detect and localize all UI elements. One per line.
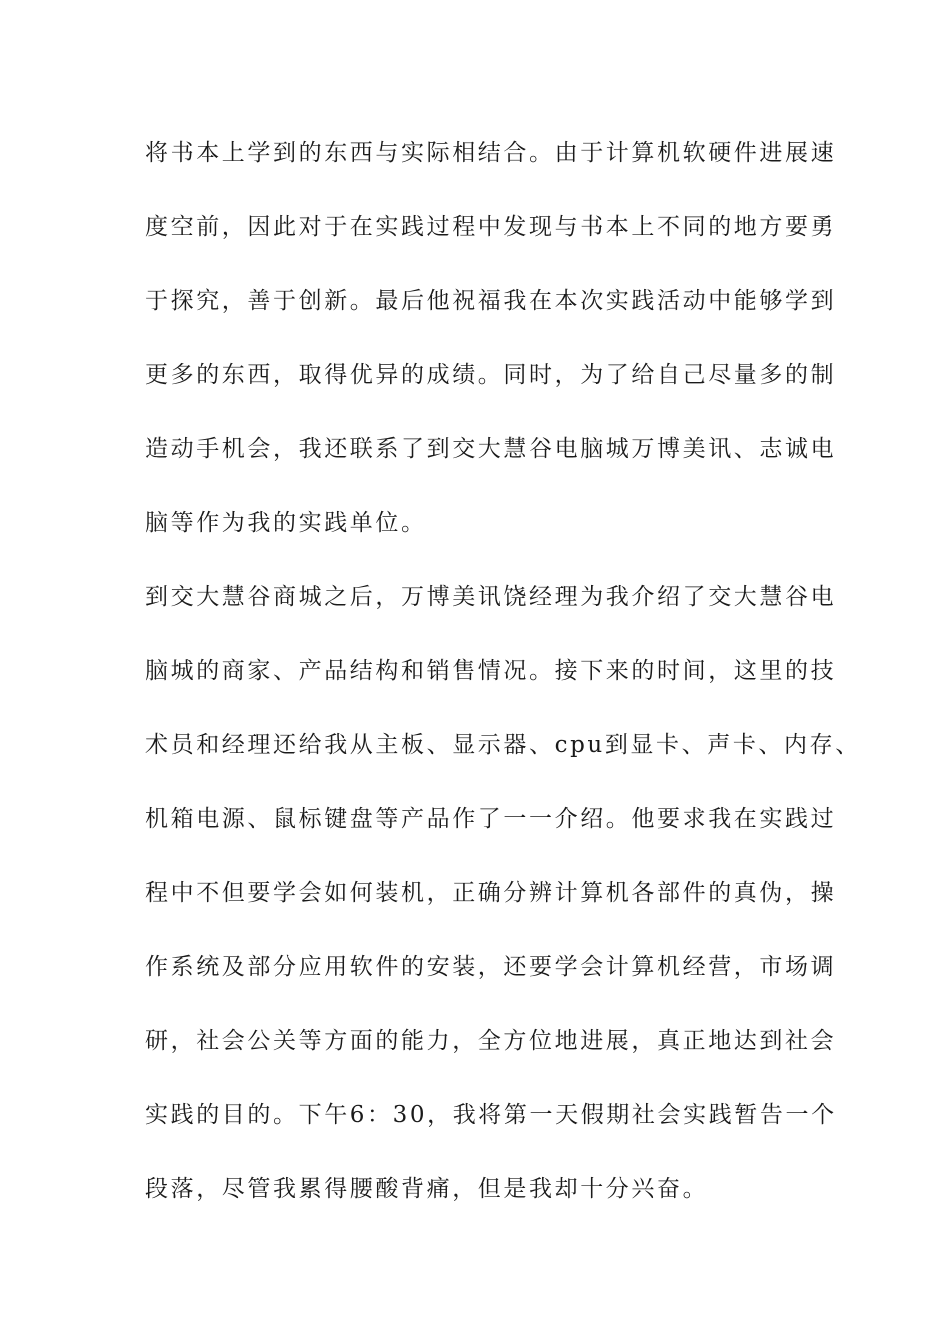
text-line: 到交大慧谷商城之后，万博美讯饶经理为我介绍了交大慧谷电 bbox=[145, 584, 837, 610]
text-line: 术员和经理还给我从主板、显示器、cpu到显卡、声卡、内存、 bbox=[145, 732, 861, 758]
text-line: 脑城的商家、产品结构和销售情况。接下来的时间，这里的技 bbox=[145, 658, 837, 684]
text-line: 脑等作为我的实践单位。 bbox=[145, 510, 427, 536]
text-line: 段落，尽管我累得腰酸背痛，但是我却十分兴奋。 bbox=[145, 1176, 709, 1202]
text-line: 研，社会公关等方面的能力，全方位地进展，真正地达到社会 bbox=[145, 1028, 837, 1054]
text-line: 于探究，善于创新。最后他祝福我在本次实践活动中能够学到 bbox=[145, 288, 837, 314]
text-line: 实践的目的。下午6：30，我将第一天假期社会实践暂告一个 bbox=[145, 1102, 837, 1128]
text-line: 机箱电源、鼠标键盘等产品作了一一介绍。他要求我在实践过 bbox=[145, 806, 837, 832]
text-line: 程中不但要学会如何装机，正确分辨计算机各部件的真伪，操 bbox=[145, 880, 837, 906]
text-line: 作系统及部分应用软件的安装，还要学会计算机经营，市场调 bbox=[145, 954, 837, 980]
text-line: 将书本上学到的东西与实际相结合。由于计算机软硬件进展速 bbox=[145, 140, 837, 166]
text-line: 度空前，因此对于在实践过程中发现与书本上不同的地方要勇 bbox=[145, 214, 837, 240]
text-line: 更多的东西，取得优异的成绩。同时，为了给自己尽量多的制 bbox=[145, 362, 837, 388]
text-line: 造动手机会，我还联系了到交大慧谷电脑城万博美讯、志诚电 bbox=[145, 436, 837, 462]
